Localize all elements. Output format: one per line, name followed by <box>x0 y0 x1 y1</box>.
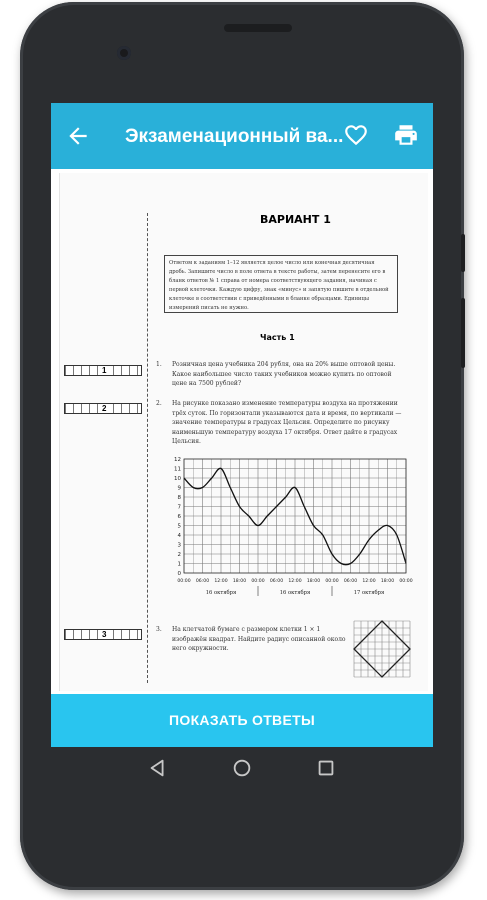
earpiece-speaker <box>224 24 292 32</box>
x-tick-label: 06:00 <box>269 579 284 584</box>
x-tick-label: 18:00 <box>380 579 395 584</box>
y-tick-label: 12 <box>174 457 181 463</box>
answer-box-1 <box>64 365 142 376</box>
nav-recents-icon[interactable] <box>315 757 337 779</box>
screen <box>51 103 433 747</box>
y-tick-label: 2 <box>177 552 181 558</box>
answer-box-number: 2 <box>102 404 107 413</box>
show-answers-button[interactable]: ПОКАЗАТЬ ОТВЕТЫ <box>51 694 433 747</box>
system-nav-bar <box>51 747 433 791</box>
task-text: Розничная цена учебника 204 рубля, она на 20% выше оптовой цены. Какое наибольшее число таких учебников можно купить по оптовой цене на 7500 рублей? <box>172 361 396 388</box>
power-button <box>461 234 465 272</box>
task-2 <box>156 399 404 447</box>
square-on-grid-figure <box>354 621 410 677</box>
x-tick-label: 12:00 <box>362 579 376 584</box>
y-tick-label: 4 <box>177 533 181 539</box>
task-number: 2. <box>156 400 162 407</box>
nav-home-icon[interactable] <box>231 757 253 779</box>
arrow-left-icon[interactable] <box>65 123 91 149</box>
heart-icon[interactable] <box>343 122 369 148</box>
instructions-box: Ответом к заданиям 1–12 является целое число или конечная десятичная дробь. Запишите число в поле ответа в тексте работы, затем перенесите его в бланк ответов № 1 справа от номера соответствующего задания, начиная с первой клеточки. Каждую цифру, знак «минус» и запятую пишите в отдельной клеточке в соответствии с приведёнными в бланке образцами. Единицы измерений писать не нужно. <box>164 255 398 313</box>
task-text: На клетчатой бумаге с размером клетки 1 × 1 изображён квадрат. Найдите радиус описанной около него окружности. <box>172 626 346 653</box>
task-number: 3. <box>156 626 162 633</box>
task-number: 1. <box>156 361 162 368</box>
x-tick-label: 00:00 <box>251 579 265 584</box>
date-label: 16 октября <box>205 590 237 596</box>
answer-box-2 <box>64 403 142 414</box>
volume-button <box>461 298 465 368</box>
y-tick-label: 8 <box>177 495 181 501</box>
y-tick-label: 3 <box>177 542 181 549</box>
y-tick-label: 9 <box>177 485 181 492</box>
nav-back-icon[interactable] <box>147 757 169 779</box>
page-title: Экзаменационный ва... <box>125 126 344 147</box>
answer-box-3 <box>64 629 142 640</box>
x-tick-label: 00:00 <box>325 579 339 584</box>
y-tick-label: 5 <box>177 523 181 530</box>
y-tick-label: 10 <box>174 476 181 482</box>
answer-box-number: 1 <box>102 366 107 375</box>
printer-icon[interactable] <box>393 122 419 148</box>
exam-page <box>59 173 428 691</box>
y-tick-label: 11 <box>174 466 181 473</box>
task-3 <box>156 625 351 665</box>
y-tick-label: 7 <box>177 504 181 511</box>
date-label: 17 октября <box>353 590 385 596</box>
app-bar <box>51 103 433 169</box>
answer-box-number: 3 <box>102 630 107 639</box>
variant-title: ВАРИАНТ 1 <box>260 213 331 226</box>
front-camera <box>117 46 131 60</box>
cut-line <box>147 213 148 683</box>
x-tick-label: 12:00 <box>214 579 228 584</box>
y-tick-label: 6 <box>177 514 181 520</box>
x-tick-label: 06:00 <box>195 579 210 584</box>
x-tick-label: 18:00 <box>306 579 321 584</box>
document-viewer[interactable] <box>51 169 433 694</box>
x-tick-label: 12:00 <box>288 579 302 584</box>
y-tick-label: 0 <box>177 571 181 577</box>
x-tick-label: 00:00 <box>177 579 191 584</box>
x-tick-label: 00:00 <box>399 579 413 584</box>
task-1 <box>156 360 404 390</box>
x-tick-label: 06:00 <box>343 579 358 584</box>
y-tick-label: 1 <box>177 561 181 568</box>
task-text: На рисунке показано изменение температуры воздуха на протяжении трёх суток. По горизонтали указываются дата и время, по вертикали — значение температуры в градусах Цельсия. Определите по рисунку наименьшую температуру воздуха 17 октября. Ответ дайте в градусах Цельсия. <box>172 400 402 446</box>
temperature-chart <box>170 455 413 605</box>
part-title: Часть 1 <box>260 333 295 342</box>
date-label: 16 октября <box>279 590 311 596</box>
x-tick-label: 18:00 <box>232 579 247 584</box>
